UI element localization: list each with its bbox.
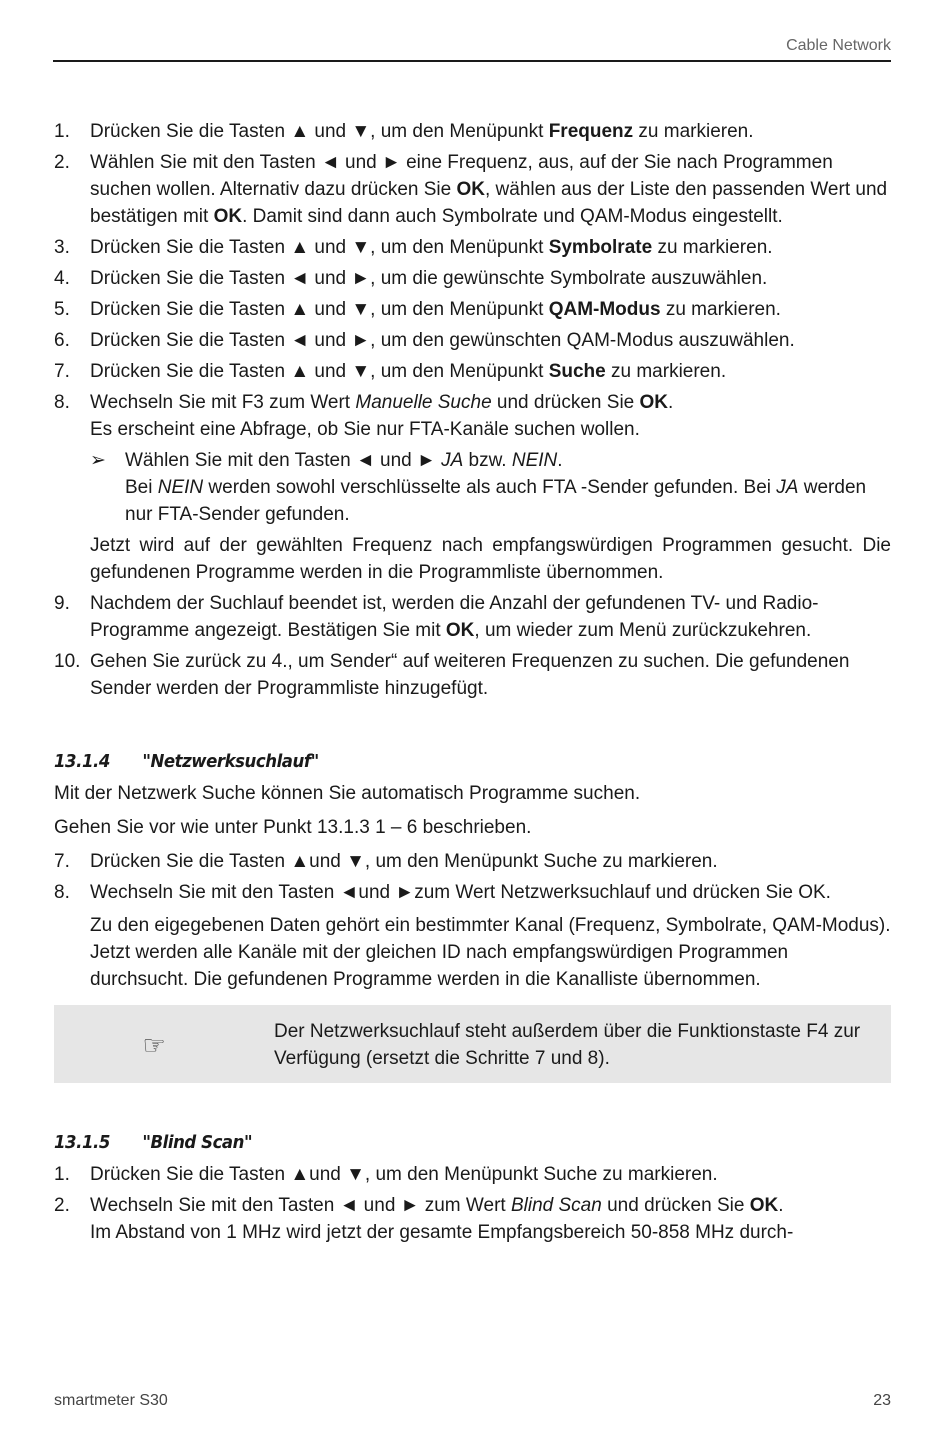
list-item: [54, 648, 891, 702]
text-run: Drücken Sie die Tasten ◄ und ►, um den gewünschten QAM-Modus auszuwählen.: [90, 330, 795, 351]
list-item-text: [90, 149, 891, 230]
section-heading-13-1-4: [54, 748, 824, 775]
sub-line2: [125, 474, 891, 528]
list-item: [54, 358, 891, 385]
text-run: Drücken Sie die Tasten ▲ und ▼, um den Menüpunkt: [90, 121, 549, 142]
list-item-number: 2.: [54, 1195, 70, 1216]
list-item: [54, 265, 891, 292]
sub-item: [90, 447, 891, 528]
text-run: .: [778, 1195, 784, 1216]
italic-term: Blind Scan: [510, 1195, 602, 1216]
list-item: [54, 149, 891, 230]
list-item-text: Drücken Sie die Tasten ▲und ▼, um den Menüpunkt Suche zu markieren.: [90, 1164, 718, 1185]
text-run: Drücken Sie die Tasten ▲ und ▼, um den Menüpunkt: [90, 237, 549, 258]
list-item-text: [90, 358, 891, 385]
header-rule: [53, 60, 891, 62]
text-run: Drücken Sie die Tasten ◄ und ►, um die gewünschte Symbolrate auszuwählen.: [90, 268, 768, 289]
list-item: [54, 327, 891, 354]
text-run: .: [557, 450, 563, 471]
text-run: und drücken Sie: [491, 392, 640, 413]
list-item: [54, 590, 891, 644]
text-run: Wählen Sie mit den Tasten ◄ und ►: [125, 450, 442, 471]
list-item: [54, 1161, 891, 1188]
text-run: Wechseln Sie mit F3 zum Wert: [90, 392, 356, 413]
text-run: Nachdem der Suchlauf beendet ist, werden die Anzahl der gefundenen TV- und Radio-Programme angezeigt. Bestätigen Sie mit: [90, 593, 819, 641]
list-item-line: Wechseln Sie mit den Tasten ◄und ►zum Wert Netzwerksuchlauf und drücken Sie OK.: [90, 882, 831, 903]
list-item-8: [54, 389, 891, 586]
pointing-hand-icon: ☞: [142, 1029, 166, 1060]
list-item: [54, 118, 891, 145]
text-run: werden sowohl verschlüsselte als auch FTA -Sender gefunden. Bei: [203, 477, 777, 498]
running-header: Cable Network: [786, 37, 891, 54]
italic-term: NEIN: [511, 450, 558, 471]
list-item: [54, 296, 891, 323]
list-item-number: 4.: [54, 268, 70, 289]
list-item: [54, 879, 891, 993]
list-item-number: 10.: [54, 651, 81, 672]
list-item: [54, 1192, 891, 1246]
text-run: Wechseln Sie mit den Tasten ◄ und ► zum Wert: [90, 1195, 511, 1216]
list-item-number: 2.: [54, 152, 70, 173]
list-item-text: [90, 327, 891, 354]
bold-term: OK: [749, 1195, 779, 1216]
list-item-number: 3.: [54, 237, 70, 258]
list-item-number: 7.: [54, 851, 70, 872]
italic-term: NEIN: [157, 477, 204, 498]
bold-term: Suche: [548, 361, 606, 382]
bold-term: OK: [456, 179, 485, 200]
note-box: [54, 1005, 891, 1083]
italic-term: JA: [776, 477, 799, 498]
italic-term: Manuelle Suche: [355, 392, 492, 413]
section-heading-13-1-5: [54, 1129, 824, 1156]
text-run: zu markieren.: [652, 237, 773, 258]
text-run: Bei: [125, 477, 158, 498]
list-item-text: [90, 648, 891, 702]
list-item-number: 9.: [54, 593, 70, 614]
list-item-number: 6.: [54, 330, 70, 351]
text-run: werden nur FTA-Sender gefunden.: [125, 477, 867, 525]
section-number: 13.1.4: [54, 751, 110, 772]
list-item-text: [90, 234, 891, 261]
list-item-text: [90, 1192, 891, 1246]
list-item-number: 5.: [54, 299, 70, 320]
section-number: 13.1.5: [54, 1132, 110, 1153]
text-run: bzw.: [463, 450, 512, 471]
text-run: Drücken Sie die Tasten ▲ und ▼, um den Menüpunkt: [90, 299, 549, 320]
item8-line1: [90, 389, 891, 416]
section-title: "Netzwerksuchlauf": [142, 751, 319, 772]
text-run: zu markieren.: [633, 121, 754, 142]
list-item-text: [90, 118, 891, 145]
text-run: , um wieder zum Menü zurückzukehren.: [474, 620, 812, 641]
italic-term: JA: [441, 450, 464, 471]
list-item-number: 7.: [54, 361, 70, 382]
list-item-number: 8.: [54, 882, 70, 903]
bold-term: OK: [213, 206, 243, 227]
item8-paragraph: Jetzt wird auf der gewählten Frequenz nach empfangswürdigen Programmen gesucht. Die gefundenen Programme werden in die Programmliste übernommen.: [90, 535, 891, 583]
list-item-number: 1.: [54, 121, 70, 142]
list-item-text: [90, 389, 891, 586]
sub-item-text: [125, 447, 891, 528]
list-item-number: 8.: [54, 392, 70, 413]
steps-list-continued: [54, 590, 891, 702]
bold-term: Frequenz: [548, 121, 634, 142]
list-item: [54, 848, 891, 875]
text-run: und drücken Sie: [601, 1195, 750, 1216]
section-title: "Blind Scan": [142, 1132, 253, 1153]
text-run: Gehen Sie zurück zu 4., um Sender“ auf weiteren Frequenzen zu suchen. Die gefundenen Sender werden der Programmliste hinzugefügt.: [90, 651, 850, 699]
item8-line2: Es erscheint eine Abfrage, ob Sie nur FTA-Kanäle suchen wollen.: [90, 419, 640, 440]
sub-line1: [125, 447, 891, 474]
arrow-bullet-icon: ➢: [90, 450, 106, 471]
bold-term: Symbolrate: [548, 237, 653, 258]
note-text: Der Netzwerksuchlauf steht außerdem über die Funktionstaste F4 zur Verfügung (ersetzt die Schritte 7 und 8).: [274, 1021, 861, 1069]
section-intro: Mit der Netzwerk Suche können Sie automatisch Programme suchen.: [54, 783, 641, 804]
bold-term: OK: [445, 620, 475, 641]
text-run: Wählen Sie mit den Tasten ◄ und ► eine Frequenz, aus, auf der Sie nach Programmen suchen wollen. Alternativ dazu drücken Sie: [90, 152, 833, 200]
page-number: 23: [873, 1392, 891, 1409]
section-reference: Gehen Sie vor wie unter Punkt 13.1.3 1 – 6 beschrieben.: [54, 817, 532, 838]
list-item-number: 1.: [54, 1164, 70, 1185]
list-item-text: Drücken Sie die Tasten ▲und ▼, um den Menüpunkt Suche zu markieren.: [90, 851, 718, 872]
text-run: zu markieren.: [660, 299, 781, 320]
bold-term: OK: [639, 392, 669, 413]
bold-term: QAM-Modus: [548, 299, 661, 320]
list-item-line1: [90, 1192, 891, 1219]
list-item-line2: Im Abstand von 1 MHz wird jetzt der gesamte Empfangsbereich 50-858 MHz durch-: [90, 1222, 794, 1243]
text-run: zu markieren.: [605, 361, 727, 382]
text-run: .: [668, 392, 674, 413]
list-item-text: [90, 590, 891, 644]
steps-list-manual: [54, 118, 891, 385]
text-run: . Damit sind dann auch Symbolrate und QAM-Modus eingestellt.: [242, 206, 783, 227]
list-item-text: [90, 879, 891, 993]
list-item-text: [90, 296, 891, 323]
footer-product: smartmeter S30: [54, 1392, 168, 1409]
text-run: Drücken Sie die Tasten ▲ und ▼, um den Menüpunkt: [90, 361, 549, 382]
list-item-text: [90, 265, 891, 292]
section-paragraph: Zu den eigegebenen Daten gehört ein bestimmter Kanal (Frequenz, Symbolrate, QAM-Modus). Jetzt werden alle Kanäle mit der gleichen ID nach empfangswürdigen Programmen durchsucht. Die gefundenen Programme werden in die Kanalliste übernommen.: [90, 915, 891, 990]
list-item: [54, 234, 891, 261]
page-content: [54, 118, 891, 1250]
text-run: , wählen aus der Liste den passenden Wert und bestätigen mit: [90, 179, 888, 227]
